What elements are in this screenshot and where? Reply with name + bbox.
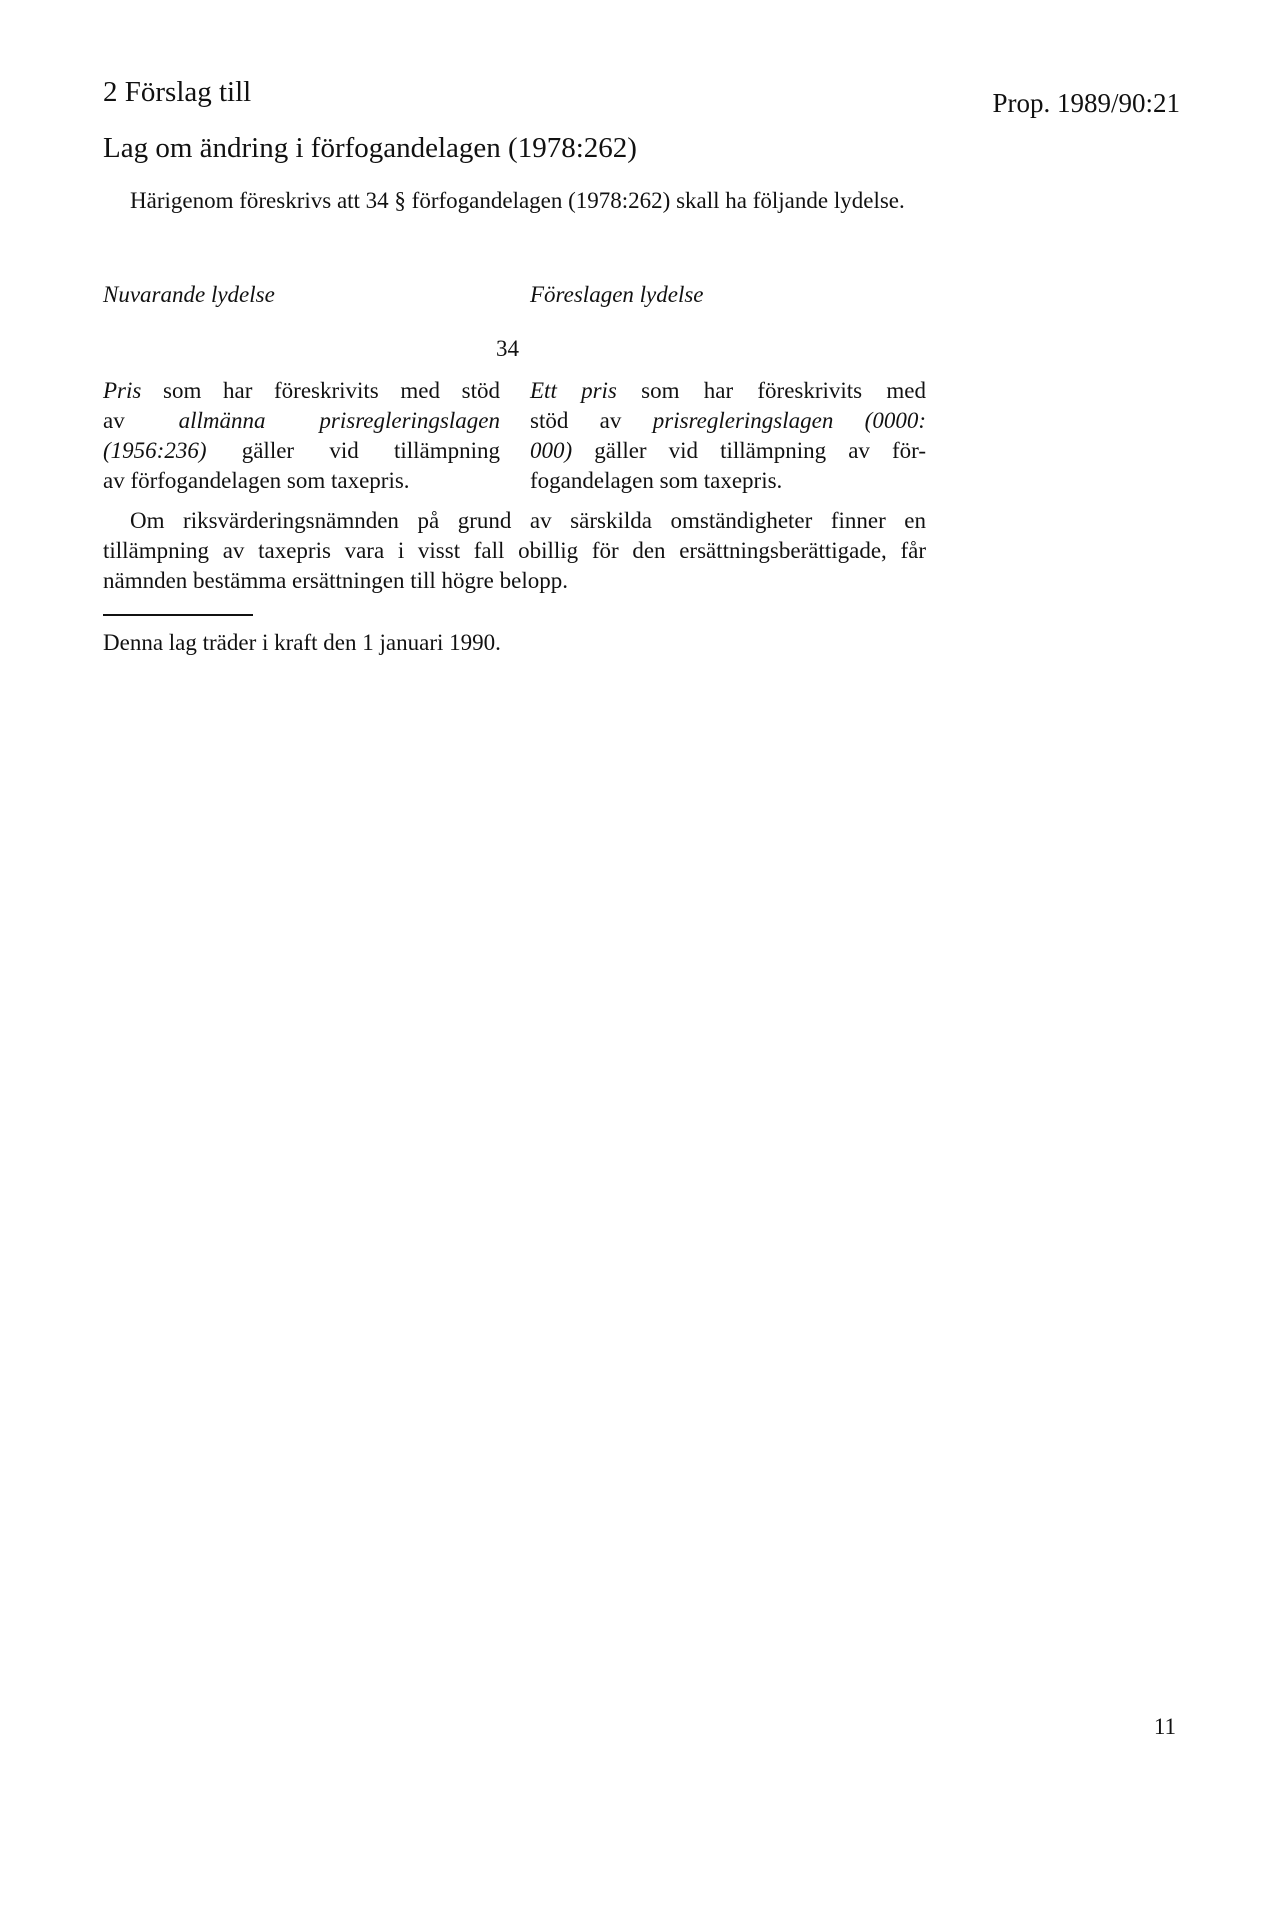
intro-paragraph: Härigenom föreskrivs att 34 § förfogandelagen (1978:262) skall ha följande lydelse. bbox=[130, 188, 905, 213]
proposed-line bbox=[530, 436, 926, 466]
current-line bbox=[103, 406, 500, 436]
current-line-text: av bbox=[103, 408, 179, 433]
section-heading: 2 Förslag till bbox=[103, 76, 252, 108]
proposed-line-italic: prisregleringslagen (0000: bbox=[652, 408, 926, 433]
proposed-line-text: fogandelagen som taxepris. bbox=[530, 468, 783, 493]
proposed-line bbox=[530, 406, 926, 436]
main-paragraph: Om riksvärderingsnämnden på grund av särskilda omständigheter finner en tillämpning av taxepris vara i visst fall obillig för den ersättningsberättigade, får nämnden bestämma ersättningen till högre belopp. bbox=[103, 508, 926, 593]
page-number: 11 bbox=[1153, 1714, 1176, 1739]
current-line-italic: (1956:236) bbox=[103, 438, 207, 463]
paragraph-number: 34 bbox=[496, 336, 519, 361]
current-line-italic: Pris bbox=[103, 378, 142, 403]
proposed-wording-column bbox=[530, 376, 926, 496]
proposed-line bbox=[530, 376, 926, 406]
current-line bbox=[103, 436, 500, 466]
proposed-line-text: gäller vid tillämpning av för- bbox=[572, 438, 926, 463]
proposition-reference: Prop. 1989/90:21 bbox=[992, 88, 1180, 118]
current-line-text: gäller vid tillämpning bbox=[206, 438, 500, 463]
current-line-italic: allmänna prisregleringslagen bbox=[178, 408, 500, 433]
law-title: Lag om ändring i förfogandelagen (1978:262) bbox=[103, 132, 637, 164]
current-line-text: som har föreskrivits med stöd bbox=[141, 378, 500, 403]
current-wording-column bbox=[103, 376, 500, 496]
current-line-text: av förfogandelagen som taxepris. bbox=[103, 468, 410, 493]
current-wording-heading: Nuvarande lydelse bbox=[103, 282, 275, 307]
proposed-line-italic: Ett pris bbox=[530, 378, 617, 403]
proposed-line bbox=[530, 466, 926, 496]
proposed-line-italic: 000) bbox=[530, 438, 573, 463]
separator-rule bbox=[103, 614, 253, 616]
proposed-line-text: som har föreskrivits med bbox=[616, 378, 926, 403]
proposed-line-text: stöd av bbox=[530, 408, 653, 433]
effective-date-statement: Denna lag träder i kraft den 1 januari 1990. bbox=[103, 630, 501, 655]
current-line bbox=[103, 466, 500, 496]
proposed-wording-heading: Föreslagen lydelse bbox=[530, 282, 704, 307]
current-line bbox=[103, 376, 500, 406]
